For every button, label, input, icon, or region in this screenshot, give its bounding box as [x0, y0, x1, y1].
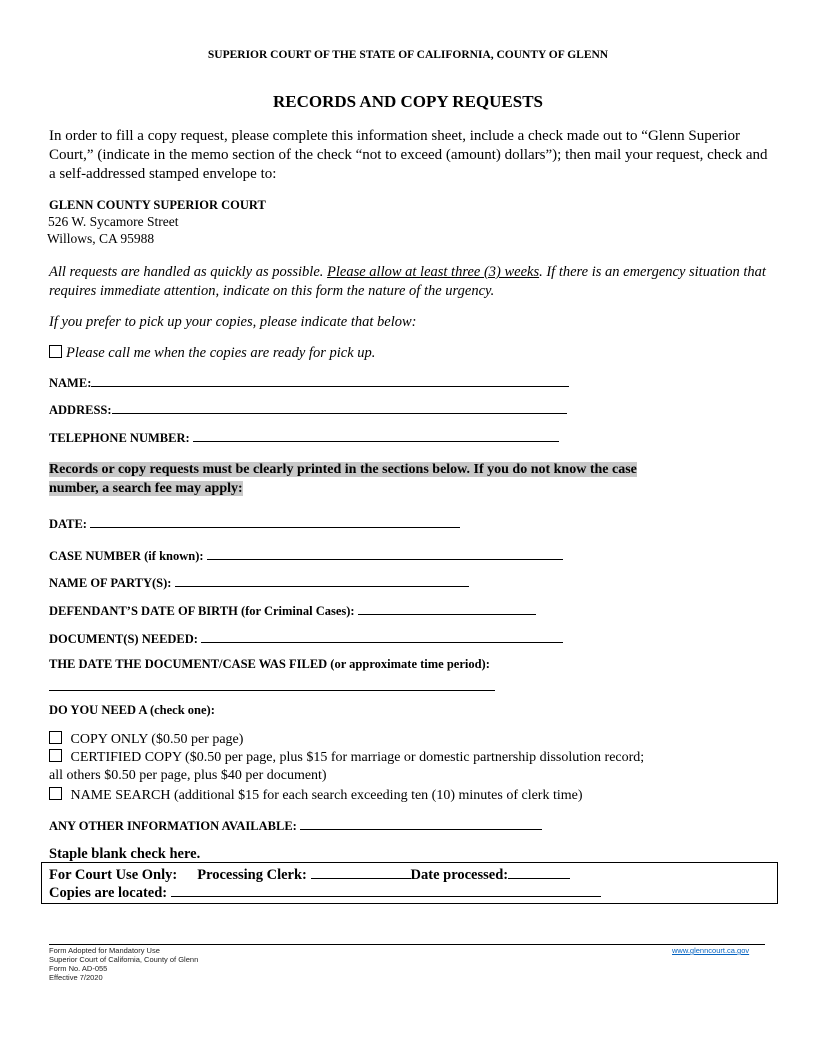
telephone-field[interactable]	[49, 429, 559, 446]
copies-located-label: Copies are located:	[49, 885, 168, 901]
name-search-checkbox[interactable]	[49, 787, 62, 800]
instructions-line-2: number, a search fee may apply:	[49, 481, 243, 496]
notice-text-1: All requests are handled as quickly as possible.	[49, 264, 324, 280]
address-line[interactable]	[112, 401, 567, 414]
copy-only-option[interactable]	[49, 731, 243, 748]
copy-only-checkbox[interactable]	[49, 731, 62, 744]
footer-info	[49, 946, 198, 982]
case-number-field[interactable]	[49, 547, 563, 564]
telephone-label: TELEPHONE NUMBER:	[49, 431, 190, 445]
telephone-line[interactable]	[193, 429, 559, 442]
need-heading: DO YOU NEED A (check one):	[49, 703, 215, 717]
footer-line-4: Effective 7/2020	[49, 973, 103, 982]
name-search-option[interactable]	[49, 787, 583, 804]
instructions-block	[49, 460, 779, 498]
processing-notice	[49, 263, 769, 301]
pickup-checkbox-label: Please call me when the copies are ready for pick up.	[66, 345, 376, 361]
documents-needed-field[interactable]	[49, 630, 563, 647]
court-use-label: For Court Use Only:	[49, 867, 178, 883]
name-line[interactable]	[91, 374, 569, 387]
defendant-dob-field[interactable]	[49, 602, 536, 619]
pickup-option[interactable]	[49, 344, 375, 363]
date-processed-label: Date processed:	[410, 867, 509, 883]
other-info-label: ANY OTHER INFORMATION AVAILABLE:	[49, 819, 297, 833]
documents-needed-label: DOCUMENT(S) NEEDED:	[49, 632, 198, 646]
party-names-line[interactable]	[175, 574, 469, 587]
date-filed-line[interactable]	[49, 690, 495, 691]
name-field[interactable]	[49, 374, 569, 391]
court-header: SUPERIOR COURT OF THE STATE OF CALIFORNIA, COUNTY OF GLENN	[207, 49, 609, 61]
certified-copy-label-2: all others $0.50 per page, plus $40 per document)	[49, 768, 327, 783]
footer-line-3: Form No. AD-055	[49, 964, 108, 973]
date-line[interactable]	[90, 515, 460, 528]
certified-copy-label-1: CERTIFIED COPY ($0.50 per page, plus $15 for marriage or domestic partnership dissolution record;	[70, 750, 645, 765]
name-label: NAME:	[49, 376, 92, 390]
date-label: DATE:	[49, 517, 87, 531]
date-filed-label: THE DATE THE DOCUMENT/CASE WAS FILED (or approximate time period):	[49, 657, 490, 671]
documents-needed-line[interactable]	[201, 630, 563, 643]
certified-copy-checkbox[interactable]	[49, 749, 62, 762]
date-field[interactable]	[49, 515, 460, 532]
other-info-line[interactable]	[300, 817, 542, 830]
staple-note: Staple blank check here.	[49, 846, 201, 862]
party-names-field[interactable]	[49, 574, 469, 591]
address-court-name: GLENN COUNTY SUPERIOR COURT	[49, 198, 266, 212]
certified-copy-option[interactable]	[49, 749, 644, 766]
other-info-field[interactable]	[49, 817, 542, 834]
address-city: Willows, CA 95988	[47, 231, 155, 246]
instructions-line-1: Records or copy requests must be clearly printed in the sections below. If you do not know the case	[49, 462, 637, 477]
intro-paragraph: In order to fill a copy request, please complete this information sheet, include a check made out to “Glenn Superior Court,” (indicate in the memo section of the check “not to exceed (amount) dollars”); then mail your request, check and a self-addressed stamped envelope to:	[49, 128, 768, 182]
processing-clerk-label: Processing Clerk:	[197, 867, 307, 883]
case-number-label: CASE NUMBER (if known):	[49, 549, 204, 563]
pickup-prompt: If you prefer to pick up your copies, please indicate that below:	[49, 314, 417, 330]
page-title: RECORDS AND COPY REQUESTS	[273, 92, 543, 111]
copies-located-row	[49, 884, 601, 902]
footer-line-1: Form Adopted for Mandatory Use	[49, 946, 160, 955]
footer-line-2: Superior Court of California, County of Glenn	[49, 955, 199, 964]
copy-only-label: COPY ONLY ($0.50 per page)	[70, 732, 244, 747]
defendant-dob-label: DEFENDANT’S DATE OF BIRTH (for Criminal Cases):	[49, 604, 355, 618]
address-label: ADDRESS:	[49, 403, 112, 417]
case-number-line[interactable]	[207, 547, 563, 560]
copies-located-line[interactable]	[171, 884, 601, 897]
address-street: 526 W. Sycamore Street	[48, 214, 179, 229]
notice-text-2: . If there is an emergency situation that requires immediate attention, indicate on this form the nature of the urgency.	[49, 264, 766, 299]
court-use-row	[49, 866, 570, 884]
notice-underlined: Please allow at least three (3) weeks	[327, 264, 540, 280]
date-processed-line[interactable]	[508, 866, 570, 879]
defendant-dob-line[interactable]	[358, 602, 536, 615]
party-names-label: NAME OF PARTY(S):	[49, 576, 172, 590]
footer-rule	[49, 944, 765, 945]
footer-website-link[interactable]: www.glenncourt.ca.gov	[672, 946, 750, 955]
pickup-checkbox[interactable]	[49, 345, 62, 358]
processing-clerk-line[interactable]	[311, 866, 411, 879]
address-field[interactable]	[49, 401, 567, 418]
name-search-label: NAME SEARCH (additional $15 for each search exceeding ten (10) minutes of clerk time)	[70, 788, 583, 803]
